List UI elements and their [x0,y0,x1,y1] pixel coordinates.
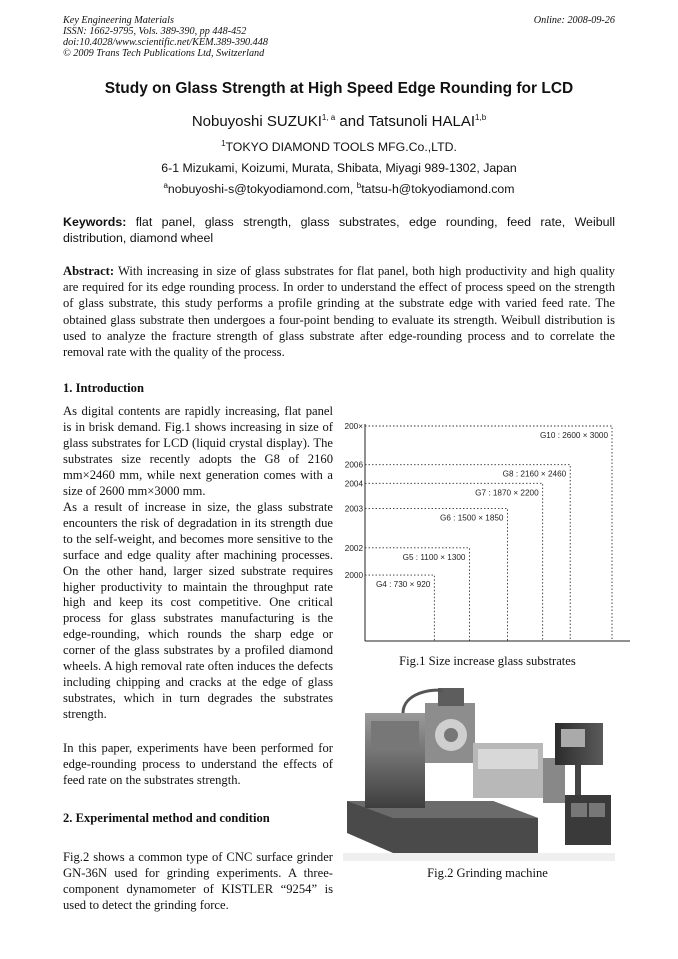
abstract-label: Abstract: [63,264,115,278]
method-paragraph-1: Fig.2 shows a common type of CNC surface grinder GN-36N used for grinding experiments. A three-component dynamometer of KISTLER “9254” is used to detect the grinding force. [63,850,333,912]
intro-heading: 1. Introduction [63,381,144,395]
abstract-block [63,263,615,360]
affiliation-address: 6-1 Mizukami, Koizumi, Murata, Shibata, Miyagi 989-1302, Japan [161,161,517,175]
size-box-5 [365,465,570,641]
year-label-5: 2006 [344,460,363,470]
issn-line: ISSN: 1662-9795, Vols. 389-390, pp 448-452 [63,26,247,37]
fig1-chart [340,418,630,644]
fig1-caption: Fig.1 Size increase glass substrates [399,654,576,668]
author-1-affil: 1, a [321,113,336,122]
company-name: TOKYO DIAMOND TOOLS MFG.Co.,LTD. [225,140,457,154]
size-label-2: G5 : 1100 × 1300 [402,552,466,562]
intro-paragraph-3: In this paper, experiments have been performed for edge-rounding process to understand the effects of feed rate on the substrates strength. [63,741,333,787]
intro-paragraph-2: As a result of increase in size, the glass substrate encounters the risk of degradation in its strength due to the self-weight, and becomes more sensitive to the surface and edge quality after machining processes. On the other hand, larger sized substrate requires higher productivity to maintain the throughput rate high and keep its cost competitive. One critical process for glass substrates manufacturing is the edge-rounding, which rounds the sharp edge or corner of the glass substrates by a profiled diamond wheels. A high removal rate often induces the defects including chipping and cracks at the edge of glass substrates, which in turn degrades the substrates strength. [63,500,333,721]
author-2-name: Tatsunoli HALAI [368,113,476,130]
grinding-machine-image [343,683,615,861]
online-date: Online: 2008-09-26 [533,15,615,26]
author-and: and [335,113,369,130]
author-2-affil: 1,b [475,113,487,122]
doi-line: doi:10.4028/www.scientific.net/KEM.389-390.448 [63,37,268,48]
size-label-3: G6 : 1500 × 1850 [439,513,504,523]
abstract-text: With increasing in size of glass substrates for flat panel, both high productivity and high quality are required for its edge rounding process. In order to understand the effect of process speed on the strength of glass substrate, this study performs a profile grinding at the substrate edge with varied feed rate. The obtained glass substrate then undergoes a four-point bending to evaluate its strength. Weibull distribution is used to analyze the fracture strength of glass substrate after edge-rounding process and to correlate the removal rate with the quality of the process. [63,264,615,360]
fig2-caption: Fig.2 Grinding machine [427,866,548,880]
fig1-svg [340,418,630,644]
size-label-5: G8 : 2160 × 2460 [502,469,567,479]
journal-header [63,15,615,59]
affiliation-sup: 1 [221,138,226,148]
fig2-photo [343,683,615,861]
journal-name: Key Engineering Materials [63,15,174,26]
author-1-name: Nobuyoshi SUZUKI [191,113,322,130]
author-emails [63,182,615,196]
copyright-line: © 2009 Trans Tech Publications Ltd, Switzerland [63,48,265,59]
email-b: tatsu-h@tokyodiamond.com [361,182,515,196]
paper-title: Study on Glass Strength at High Speed Edge Rounding for LCD [104,80,574,97]
size-label-4: G7 : 1870 × 2200 [475,488,539,498]
size-box-6 [365,426,612,641]
year-label-1: 2000 [344,571,363,581]
size-box-4 [365,483,543,641]
email-b-sup: b [356,180,362,190]
intro-paragraph-1: As digital contents are rapidly increasing, flat panel is in brisk demand. Fig.1 shows increasing in size of glass substrates for LCD (liquid crystal display). The substrates size recently adopts the G8 of 2160 mm×2460 mm, while next generation comes with a size of 2600 mm×3000 mm. [63,404,333,498]
year-label-3: 2003 [344,504,363,514]
keywords-text: flat panel, glass strength, glass substrates, edge rounding, feed rate, Weibull distribution, diamond wheel [63,215,615,245]
email-a-sup: a [163,180,168,190]
method-heading: 2. Experimental method and condition [63,811,270,825]
year-label-6: 200× [344,422,363,431]
keywords-block [63,215,615,246]
keywords-label: Keywords: [63,215,127,229]
year-label-4: 2004 [344,479,363,489]
size-label-1: G4 : 730 × 920 [375,580,431,590]
year-label-2: 2002 [344,543,363,553]
email-a: nobuyoshi-s@tokyodiamond.com, [167,182,357,196]
affiliation-company [63,140,615,154]
size-label-6: G10 : 2600 × 3000 [539,431,608,440]
author-line [63,113,615,130]
